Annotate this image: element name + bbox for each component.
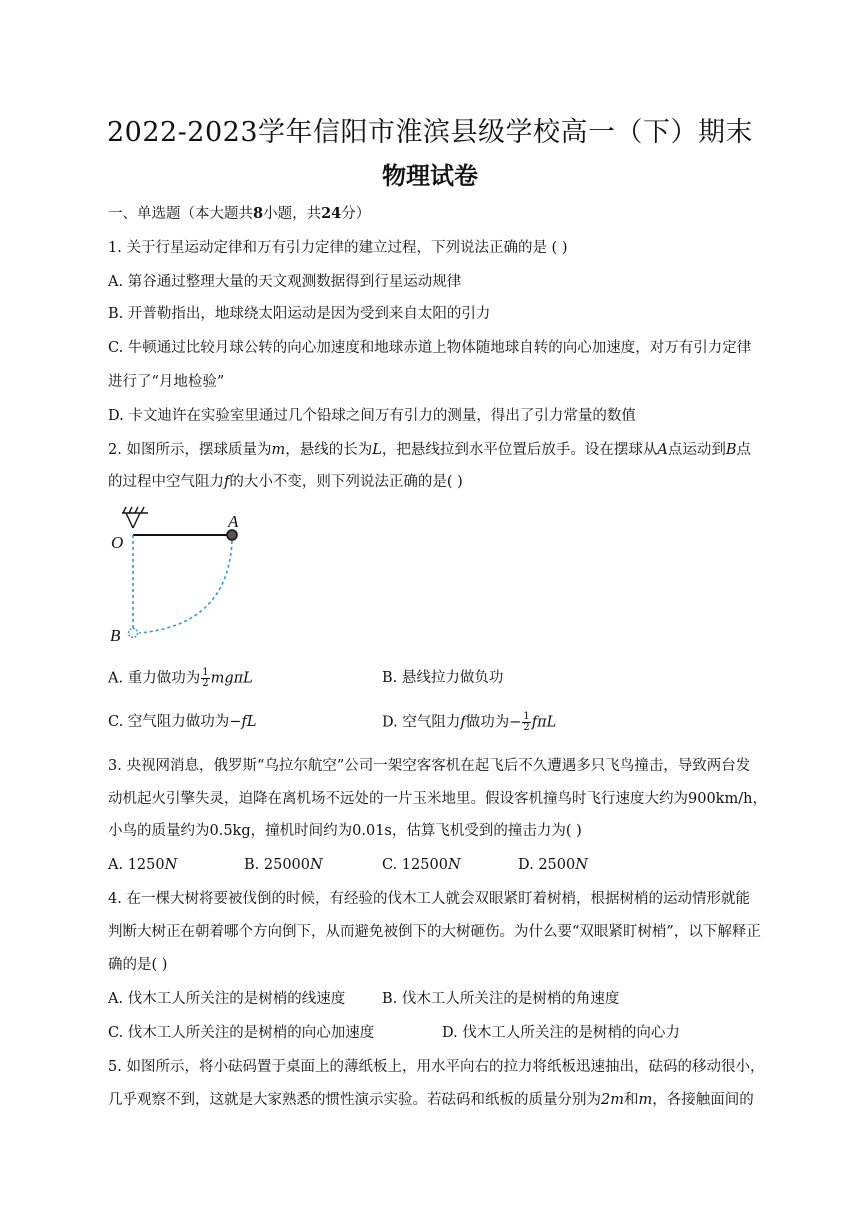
q5-text: 几乎观察不到，这就是大家熟悉的惯性演示实验。若砝码和纸板的质量分别为 [108, 1092, 601, 1108]
math-A: A [657, 442, 668, 458]
q1-option-c-line2: 进行了“月地检验” [108, 374, 225, 390]
q3-option-a [108, 855, 177, 875]
q2-text: 2. 如图所示，摆球质量为 [108, 442, 272, 458]
fraction-half [522, 712, 530, 733]
q3-option-c [382, 855, 461, 875]
math-minus: − [509, 714, 522, 731]
q5-text: 和 [623, 1092, 639, 1108]
q5-text: ，各接触面间的 [652, 1092, 754, 1108]
q3-text: 小鸟的质量约为 [108, 823, 210, 839]
q1-stem: 1. 关于行星运动定律和万有引力定律的建立过程，下列说法正确的是 ( ) [108, 240, 568, 256]
q1-option-d: D. 卡文迪许在实验室里通过几个铅球之间万有引力的测量，得出了引力常量的数值 [108, 408, 636, 424]
section-count: 8 [253, 205, 264, 222]
label-a: A [228, 512, 239, 531]
q3-text: ，估算飞机受到的撞击力为( ) [391, 823, 582, 839]
q1-option-a: A. 第谷通过整理大量的天文观测数据得到行星运动规律 [108, 274, 462, 290]
q2-text: ，把悬线拉到水平位置后放手。设在摆球从 [381, 442, 658, 458]
unit-n: N [447, 857, 461, 873]
exam-title: 2022-2023学年信阳市淮滨县级学校高一（下）期末 [106, 117, 754, 148]
math-2m: 2m [601, 1092, 624, 1108]
unit-n: N [310, 857, 323, 873]
section-heading [108, 204, 788, 224]
q1-option-b: B. 开普勒指出，地球绕太阳运动是因为受到来自太阳的引力 [108, 306, 491, 322]
q3-opt-value: A. 1250 [108, 857, 165, 873]
q5-line2 [108, 1090, 788, 1110]
math-expr: fπL [531, 714, 557, 731]
q2-text: 点运动到 [667, 442, 726, 458]
unit-n: N [164, 857, 178, 873]
q2-option-d [382, 712, 556, 733]
q3-opt-value: B. 25000 [244, 857, 311, 873]
frac-num: 1 [202, 667, 209, 678]
pendulum-arc-dashed [139, 541, 232, 633]
q3-line1: 3. 央视网消息，俄罗斯“乌拉尔航空”公司一架空客客机在起飞后不久遭遇多只飞鸟撞击，导致两台发 [108, 758, 751, 774]
q2-opt-text: A. 重力做功为 [108, 670, 201, 687]
q4-option-a: A. 伐木工人所关注的是树梢的线速度 [108, 991, 346, 1007]
q3-line2 [108, 789, 788, 809]
section-heading-pre: 一、单选题（本大题共 [108, 206, 253, 222]
q2-text: 的大小不变，则下列说法正确的是( ) [229, 474, 463, 490]
exam-subtitle: 物理试卷 [382, 161, 478, 190]
math-B: B [725, 442, 737, 458]
q3-time: 0.01s [352, 823, 392, 839]
math-f: f [224, 474, 230, 490]
q3-opt-value: D. 2500 [518, 857, 576, 873]
q2-stem-line1 [108, 440, 788, 460]
ceiling-support [122, 507, 148, 528]
section-heading-post: 分） [341, 206, 371, 222]
q2-opt-text: C. 空气阻力做功为 [108, 714, 230, 730]
label-b: B [110, 626, 121, 645]
q4-line1: 4. 在一棵大树将要被伐倒的时候，有经验的伐木工人就会双眼紧盯着树梢，根据树梢的运动情形就能 [108, 891, 750, 907]
q2-option-c [108, 712, 256, 732]
q3-text: ，撞机时间约为 [250, 823, 353, 839]
q3-text: ， [752, 791, 767, 807]
q4-option-c: C. 伐木工人所关注的是树梢的向心加速度 [108, 1025, 375, 1041]
q2-opt-text: 做功为 [465, 714, 510, 731]
math-expr: mgπL [210, 670, 253, 687]
pendulum-ball-at-a [227, 530, 237, 540]
q3-text: 动机起火引擎失灵，迫降在离机场不远处的一片玉米地里。假设客机撞鸟时飞行速度大约为 [108, 791, 688, 807]
q4-option-d: D. 伐木工人所关注的是树梢的向心力 [442, 1025, 680, 1041]
section-heading-mid: 小题，共 [263, 206, 322, 222]
section-points: 24 [321, 205, 342, 222]
q2-stem-line2 [108, 472, 788, 492]
math-m: m [638, 1092, 653, 1108]
q4-line2: 判断大树正在朝着哪个方向倒下，从而避免被倒下的大树砸伤。为什么要“双眼紧盯树梢”，以下解释正 [108, 924, 761, 940]
q4-line3: 确的是( ) [108, 957, 168, 973]
q3-option-d [518, 855, 588, 875]
q4-option-b: B. 伐木工人所关注的是树梢的角速度 [382, 991, 620, 1007]
fraction-half [201, 668, 209, 689]
q2-option-b: B. 悬线拉力做负功 [382, 670, 504, 686]
q2-text: ，悬线的长为 [285, 442, 373, 458]
frac-den: 2 [202, 678, 209, 689]
math-m: m [271, 442, 286, 458]
pendulum-diagram [108, 505, 258, 645]
q2-text: 点 [736, 442, 751, 458]
frac-den: 2 [523, 722, 530, 733]
q3-mass: 0.5kg [209, 823, 251, 839]
frac-num: 1 [523, 711, 530, 722]
q2-text: 的过程中空气阻力 [108, 474, 224, 490]
label-o: O [111, 533, 124, 552]
unit-n: N [575, 857, 588, 873]
q2-opt-text: D. 空气阻力 [382, 714, 461, 731]
math-expr: −fL [229, 714, 257, 730]
q1-option-c-line1: C. 牛顿通过比较月球公转的向心加速度和地球赤道上物体随地球自转的向心加速度，对万有引力定律 [108, 340, 752, 356]
q3-speed: 900km/h [688, 791, 753, 807]
q5-line1: 5. 如图所示，将小砝码置于桌面上的薄纸板上，用水平向右的拉力将纸板迅速抽出，砝码的移动很小， [108, 1059, 765, 1075]
q3-opt-value: C. 12500 [382, 857, 448, 873]
math-f: f [460, 714, 466, 731]
math-L: L [372, 442, 382, 458]
q3-option-b [244, 855, 323, 875]
pendulum-ball-at-b [129, 629, 138, 638]
q2-option-a [108, 668, 253, 689]
q3-line3 [108, 821, 788, 841]
